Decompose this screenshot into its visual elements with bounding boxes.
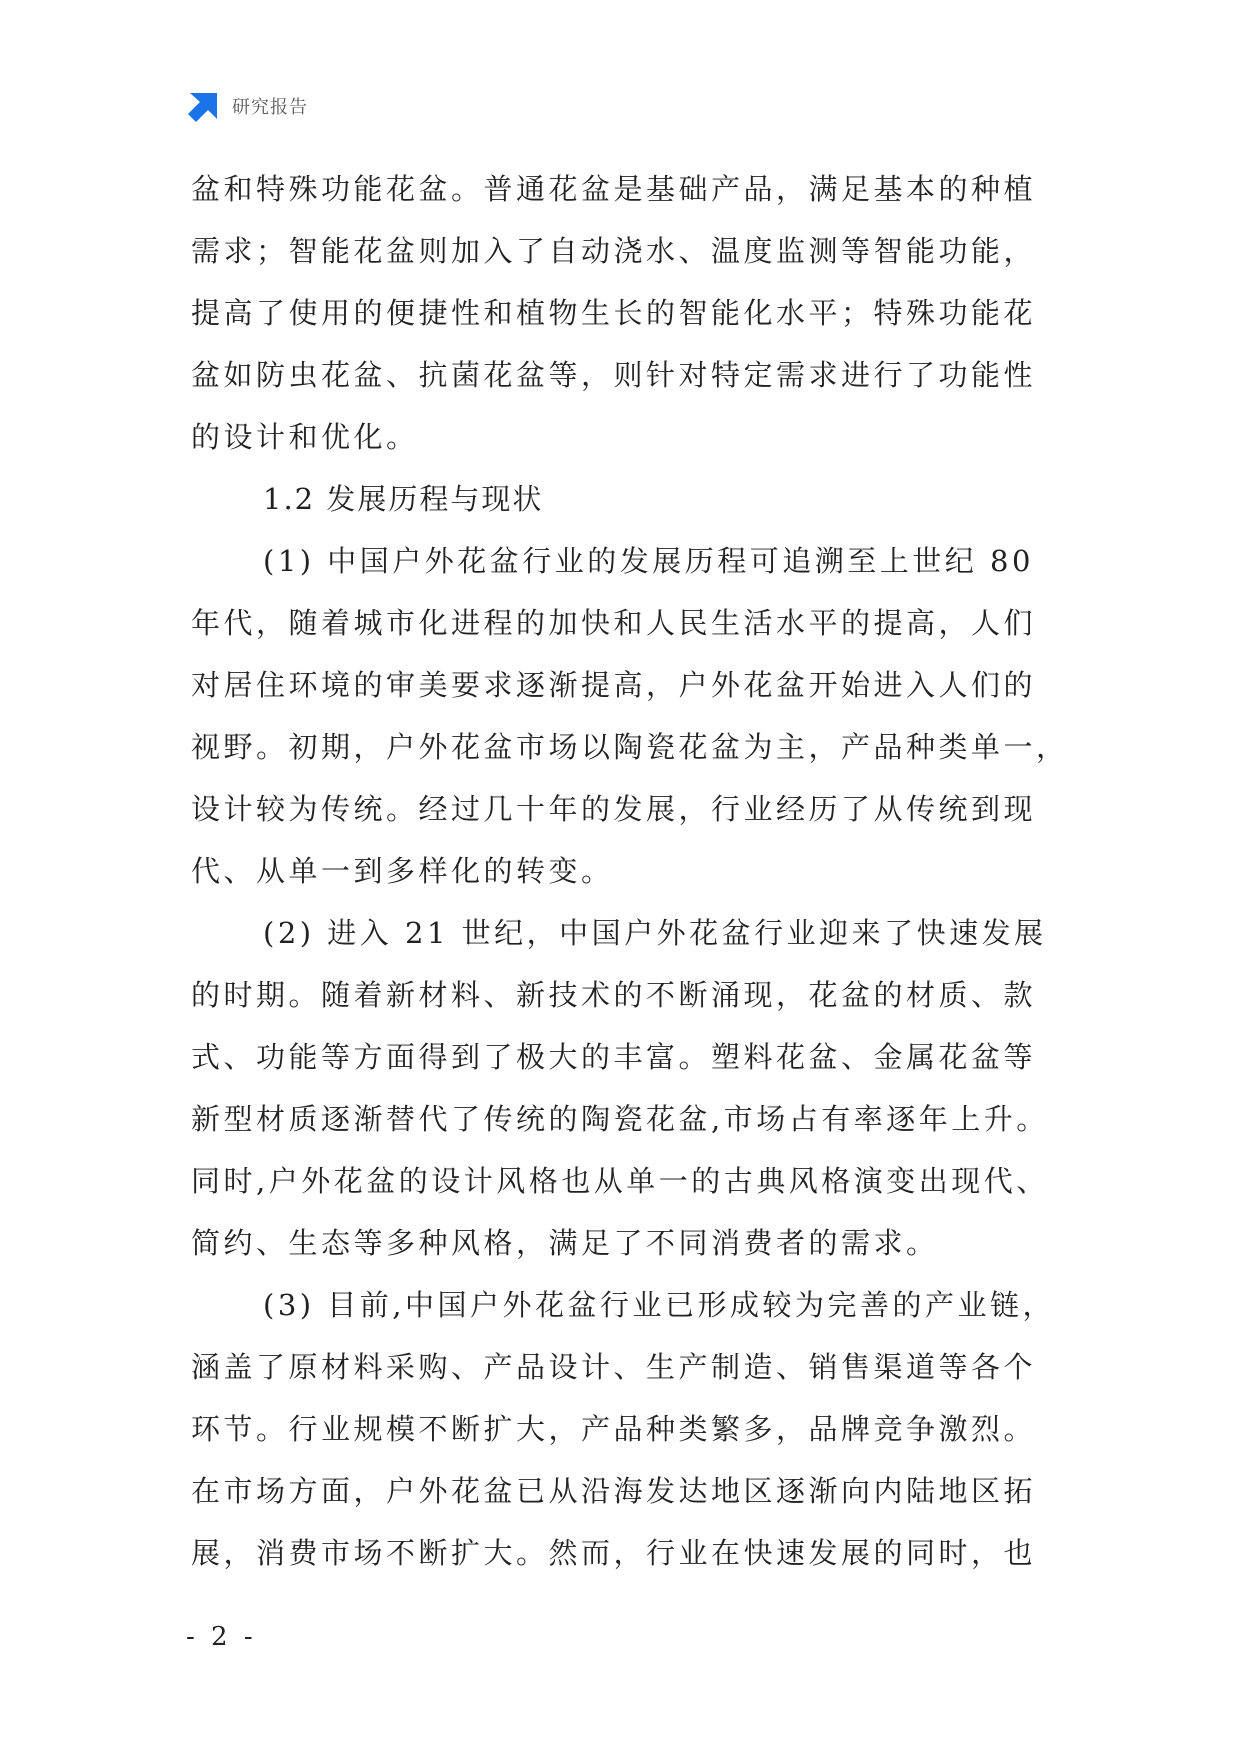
text-line: 视野。初期，户外花盆市场以陶瓷花盆为主，产品种类单一， — [191, 730, 1069, 764]
paragraph-first-line: (1) 中国户外花盆行业的发展历程可追溯至上世纪 80 — [263, 544, 1034, 578]
text-line: 涵盖了原材料采购、产品设计、生产制造、销售渠道等各个 — [191, 1350, 1037, 1384]
text-line: 年代，随着城市化进程的加快和人民生活水平的提高，人们 — [191, 606, 1037, 640]
paragraph-first-line: (3) 目前,中国户外花盆行业已形成较为完善的产业链， — [263, 1288, 1056, 1322]
text-line: 的设计和优化。 — [191, 420, 419, 454]
text-line: 盆如防虫花盆、抗菌花盆等，则针对特定需求进行了功能性 — [191, 358, 1037, 392]
arrow-up-right-icon — [188, 90, 220, 122]
text-line: 对居住环境的审美要求逐渐提高，户外花盆开始进入人们的 — [191, 668, 1037, 702]
text-line: 同时,户外花盆的设计风格也从单一的古典风格演变出现代、 — [191, 1164, 1049, 1198]
text-line: 需求；智能花盆则加入了自动浇水、温度监测等智能功能， — [191, 234, 1037, 268]
text-line: 式、功能等方面得到了极大的丰富。塑料花盆、金属花盆等 — [191, 1040, 1037, 1074]
text-line: 在市场方面，户外花盆已从沿海发达地区逐渐向内陆地区拓 — [191, 1474, 1037, 1508]
text-line: 盆和特殊功能花盆。普通花盆是基础产品，满足基本的种植 — [191, 172, 1037, 206]
report-header — [188, 88, 308, 124]
text-line: 提高了使用的便捷性和植物生长的智能化水平；特殊功能花 — [191, 296, 1037, 330]
text-line: 环节。行业规模不断扩大，产品种类繁多，品牌竞争激烈。 — [191, 1412, 1037, 1446]
text-line: 新型材质逐渐替代了传统的陶瓷花盆,市场占有率逐年上升。 — [191, 1102, 1049, 1136]
text-line: 的时期。随着新材料、新技术的不断涌现，花盆的材质、款 — [191, 978, 1037, 1012]
text-line: 设计较为传统。经过几十年的发展，行业经历了从传统到现 — [191, 792, 1037, 826]
section-heading: 1.2 发展历程与现状 — [263, 482, 544, 516]
text-line: 展，消费市场不断扩大。然而，行业在快速发展的同时，也 — [191, 1536, 1037, 1570]
document-body — [191, 158, 1071, 1584]
page-number: - 2 - — [186, 1622, 257, 1652]
text-line: 简约、生态等多种风格，满足了不同消费者的需求。 — [191, 1226, 939, 1260]
text-line: 代、从单一到多样化的转变。 — [191, 854, 614, 888]
paragraph-first-line: (2) 进入 21 世纪，中国户外花盆行业迎来了快速发展 — [263, 916, 1047, 950]
report-header-label: 研究报告 — [232, 97, 308, 118]
